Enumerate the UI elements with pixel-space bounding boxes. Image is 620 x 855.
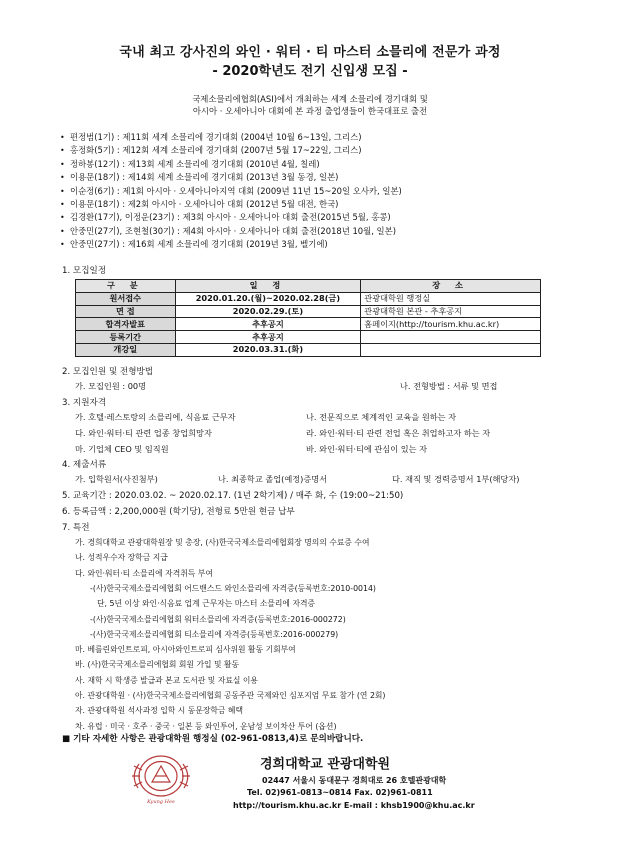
bullet-icon: • xyxy=(60,133,65,142)
bullet-icon: • xyxy=(60,226,65,236)
section-3-item-d: 라. 와인·워터·티 관련 전업 혹은 취업하고자 하는 자 xyxy=(306,428,491,438)
benefit-item: 자. 관광대학원 석사과정 입학 시 동문장학금 혜택 xyxy=(75,706,243,716)
intro-line-2: 아시아 · 오세아니아 대회에 본 과정 출업생들이 한국대표로 출전 xyxy=(192,106,428,116)
award-item: • 편정범(1기) : 제11회 세계 소믈리에 경기대회 (2004년 10월 6~13일, 그리스) xyxy=(60,131,580,144)
award-item: • 안중민(27기), 조현철(30기) : 제4회 아시아 · 오세아니아 대회 출전(2018년 10월, 일본) xyxy=(60,225,580,238)
benefit-item: 나. 성적우수자 장학금 지급 xyxy=(75,553,168,563)
benefit-subitem: -(사)한국국제소믈리에협회 어드밴스드 와인소믈리에 자격증(등록번호:2010-0014) xyxy=(90,583,376,593)
table-cell-place xyxy=(361,343,541,356)
benefit-item: 가. 경희대학교 관광대학원장 및 총장, (사)한국국제소믈리에협회장 명의의 수료증 수여 xyxy=(75,538,370,547)
homepage-link[interactable]: 홈페이지(http://tourism.khu.ac.kr) xyxy=(361,318,541,331)
university-seal-icon xyxy=(122,752,200,806)
section-4-item-a: 가. 입학원서(사진첨부) xyxy=(75,474,158,484)
title-line-1: 국내 최고 강사진의 와인 · 워터 · 티 마스터 소믈리에 전문가 과정 xyxy=(119,45,501,60)
award-item: • 이용문(18기) : 제2회 아시아 · 오세아니아 대회 (2012년 5월 대전, 한국) xyxy=(60,198,580,211)
award-item: • 정하봉(12기) : 제13회 세계 소믈리에 경기대회 (2010년 4월, 칠레) xyxy=(60,158,580,171)
benefit-item: 사. 재학 시 학생증 발급과 본교 도서관 및 자료실 이용 xyxy=(75,675,258,685)
bullet-icon: • xyxy=(60,173,65,183)
section-5-period: 5. 교육기간 : 2020.03.02. ~ 2020.02.17. (1년 2학기제) / 매주 화, 수 (19:00~21:50) xyxy=(62,491,404,501)
table-cell-place: 관광대학원 행정실 xyxy=(361,292,541,305)
web-email-text[interactable]: http://tourism.khu.ac.kr E-mail : khsb1900@khu.ac.kr xyxy=(233,801,475,810)
table-row xyxy=(76,305,541,318)
table-header-cell: 구 분 xyxy=(76,280,176,293)
section-1-heading: 1. 모집일정 xyxy=(62,266,107,276)
title-line-2: - 2020학년도 전기 신입생 모집 - xyxy=(212,64,408,79)
table-cell-label: 개강일 xyxy=(76,343,176,356)
table-cell-place xyxy=(361,331,541,344)
benefit-item: 마. 베를린와인트로피, 아시아와인트로피 심사위원 활동 기회부여 xyxy=(75,645,296,655)
section-3-item-c: 다. 와인·워터·티 관련 업종 창업희망자 xyxy=(75,428,212,438)
section-3-heading: 3. 지원자격 xyxy=(62,398,107,408)
section-4-heading: 4. 제출서류 xyxy=(62,460,107,470)
svg-text:Kyung Hee: Kyung Hee xyxy=(147,799,175,805)
award-item: • 안중민(27기) : 제16회 세계 소믈리에 경기대회 (2019년 3월, 벨기에) xyxy=(60,238,580,251)
bullet-icon: • xyxy=(60,186,65,196)
section-3-item-a: 가. 호텔·레스토랑의 소믈리에, 식음료 근무자 xyxy=(75,412,236,422)
table-row xyxy=(76,331,541,344)
intro-text xyxy=(0,93,620,117)
section-3-item-f: 바. 와인·워터·티에 관심이 있는 자 xyxy=(306,444,428,454)
table-cell-date: 2020.03.31.(화) xyxy=(175,343,361,356)
table-row xyxy=(76,318,541,331)
bullet-icon: • xyxy=(60,146,65,156)
section-3-item-e: 마. 기업체 CEO 및 임직원 xyxy=(75,444,169,454)
section-6-tuition: 6. 등록금액 : 2,200,000원 (학기당), 전형료 5만원 현금 납부 xyxy=(62,507,295,517)
benefit-item: 바. (사)한국국제소믈리에협회 회원 가입 및 활동 xyxy=(75,660,240,670)
section-2-heading: 2. 모집인원 및 전형방법 xyxy=(62,367,154,377)
award-item: • 김경환(17기), 이정운(23기) : 제3회 아시아 · 오세아니아 대회 출전(2015년 5월, 홍콩) xyxy=(60,211,580,224)
award-item: • 이순정(6기) : 제1회 아시아 · 오세아니아지역 대회 (2009년 11년 15~20일 오사카, 일본) xyxy=(60,185,580,198)
benefit-subitem: -(사)한국국제소믈리에협회 워터소믈리에 자격증(등록번호:2016-000272) xyxy=(90,614,346,624)
table-cell-label: 합격자발표 xyxy=(76,318,176,331)
contact-note: ■ 기타 자세한 사항은 관광대학원 행정실 (02-961-0813,4)로 문의바랍니다. xyxy=(62,734,364,744)
benefit-subitem: -(사)한국국제소믈리에협회 티소믈리에 자격증(등록번호:2016-000279) xyxy=(90,629,339,639)
intro-line-1: 국제소믈리에협회(ASI)에서 개최하는 세계 소믈리에 경기대회 및 xyxy=(192,94,428,104)
table-header-cell: 일 정 xyxy=(175,280,361,293)
table-header-row xyxy=(76,280,541,293)
table-row xyxy=(76,343,541,356)
address-text: 02447 서울시 동대문구 경희대로 26 호텔관광대학 xyxy=(262,776,447,785)
section-4-item-b: 나. 최종학교 졸업(예정)증명서 xyxy=(218,474,328,484)
phone-fax-text: Tel. 02)961-0813~0814 Fax. 02)961-0811 xyxy=(247,788,433,797)
benefit-item: 아. 관광대학원 · (사)한국국제소믈리에협회 공동주관 국제와인 심포지엄 무료 참가 (연 2회) xyxy=(75,691,386,700)
schedule-table xyxy=(75,279,541,357)
table-header-cell: 장 소 xyxy=(361,280,541,293)
section-2-item-a: 가. 모집인원 : 00명 xyxy=(75,381,147,391)
section-7-heading: 7. 특전 xyxy=(62,523,90,533)
table-cell-date: 추후공지 xyxy=(175,318,361,331)
bullet-icon: • xyxy=(60,240,65,250)
university-name: 경희대학교 관광대학원 xyxy=(260,757,391,772)
benefit-subitem: 단, 5년 이상 와인·식음료 업계 근무자는 마스터 소믈리에 자격증 xyxy=(97,599,316,609)
bullet-icon: • xyxy=(60,159,65,169)
table-row xyxy=(76,292,541,305)
benefit-item: 다. 와인·워터·티 소믈리에 자격취득 부여 xyxy=(75,568,213,578)
section-3-item-b: 나. 전문직으로 체계적인 교육을 원하는 자 xyxy=(306,412,457,422)
section-2-item-b: 나. 전형방법 : 서류 및 면접 xyxy=(400,381,498,391)
table-cell-place: 관광대학원 본관 - 추후공지 xyxy=(361,305,541,318)
bullet-icon: • xyxy=(60,213,65,223)
table-cell-label: 면 접 xyxy=(76,305,176,318)
table-cell-date: 2020.01.20.(월)~2020.02.28(금) xyxy=(175,292,361,305)
award-item: • 이용문(18기) : 제14회 세계 소믈리에 경기대회 (2013년 3월 동경, 일본) xyxy=(60,171,580,184)
benefit-item: 차. 유럽 · 미국 · 호주 · 중국 · 일본 등 와인투어, 운남성 보이차산 투어 (옵션) xyxy=(75,721,337,731)
section-4-item-c: 다. 재직 및 경력증명서 1부(해당자) xyxy=(392,474,520,484)
awards-list xyxy=(60,131,580,252)
table-cell-label: 등록기간 xyxy=(76,331,176,344)
bullet-icon: • xyxy=(60,200,65,210)
table-cell-date: 추후공지 xyxy=(175,331,361,344)
table-cell-label: 원서접수 xyxy=(76,292,176,305)
award-item: • 홍정화(5기) : 제12회 세계 소믈리에 경기대회 (2007년 5월 17~22일, 그리스) xyxy=(60,144,580,157)
table-cell-date: 2020.02.29.(토) xyxy=(175,305,361,318)
